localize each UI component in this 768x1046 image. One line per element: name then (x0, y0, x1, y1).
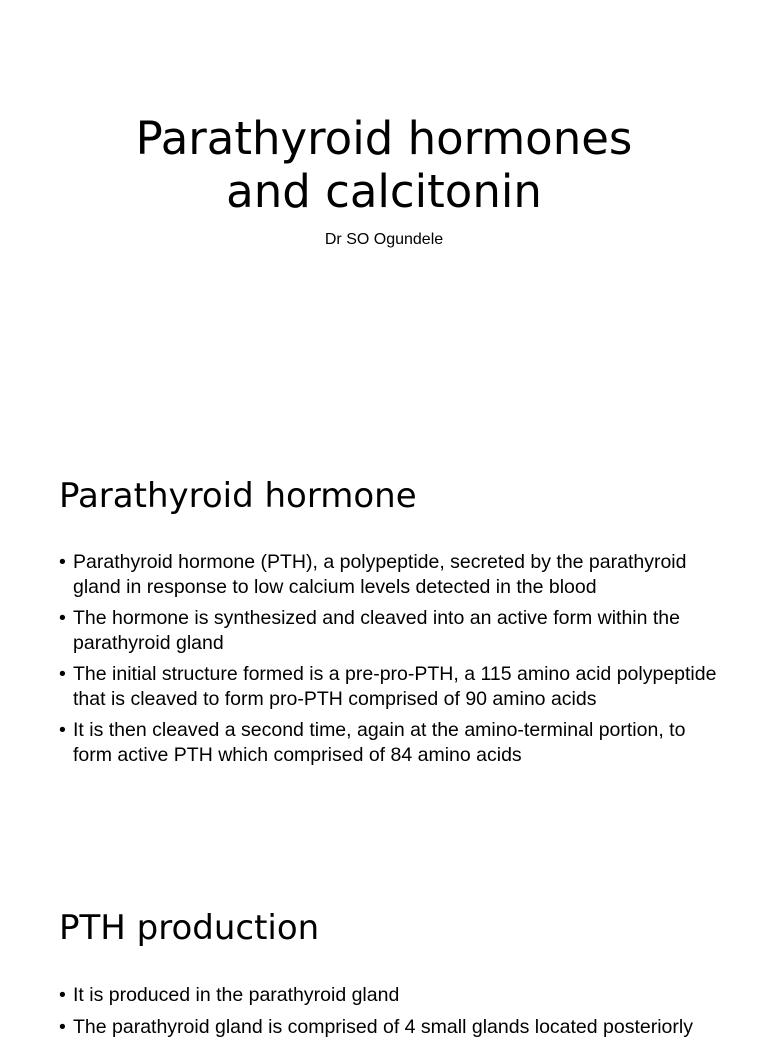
bullet-list-pth-production (59, 983, 719, 1046)
list-item (59, 606, 719, 655)
list-item (59, 983, 719, 1008)
list-item-text: The parathyroid gland is comprised of 4 small glands located posteriorly (73, 1015, 693, 1038)
deck-title-line-1: Parathyroid hormones (135, 112, 633, 165)
deck-author: Dr SO Ogundele (324, 231, 444, 248)
bullet-icon: • (59, 719, 66, 741)
title-slide (0, 0, 768, 432)
bullet-icon: • (59, 663, 66, 685)
bullet-icon: • (59, 607, 66, 629)
deck-title-line-2: and calcitonin (226, 165, 542, 218)
list-item (59, 662, 719, 711)
bullet-icon: • (59, 1015, 66, 1038)
deck-title (60, 112, 708, 218)
list-item-text: The hormone is synthesized and cleaved into an active form within the parathyroid gland (73, 607, 680, 654)
bullet-list-parathyroid-hormone (59, 550, 719, 774)
slide-heading-pth-production: PTH production (59, 908, 320, 948)
list-item (59, 550, 719, 599)
list-item (59, 718, 719, 767)
bullet-icon: • (59, 984, 66, 1006)
slide-heading-parathyroid-hormone: Parathyroid hormone (59, 476, 417, 516)
bullet-icon: • (59, 551, 66, 573)
list-item-text: It is then cleaved a second time, again at the amino-terminal portion, to form active PTH which comprised of 84 amino acids (73, 719, 686, 766)
list-item (59, 1015, 719, 1040)
list-item-text: The initial structure formed is a pre-pro-PTH, a 115 amino acid polypeptide that is cleaved to form pro-PTH comprised of 90 amino acids (73, 663, 717, 710)
list-item-text: It is produced in the parathyroid gland (73, 984, 400, 1006)
list-item-text: Parathyroid hormone (PTH), a polypeptide, secreted by the parathyroid gland in response to low calcium levels detected in the blood (73, 551, 687, 598)
